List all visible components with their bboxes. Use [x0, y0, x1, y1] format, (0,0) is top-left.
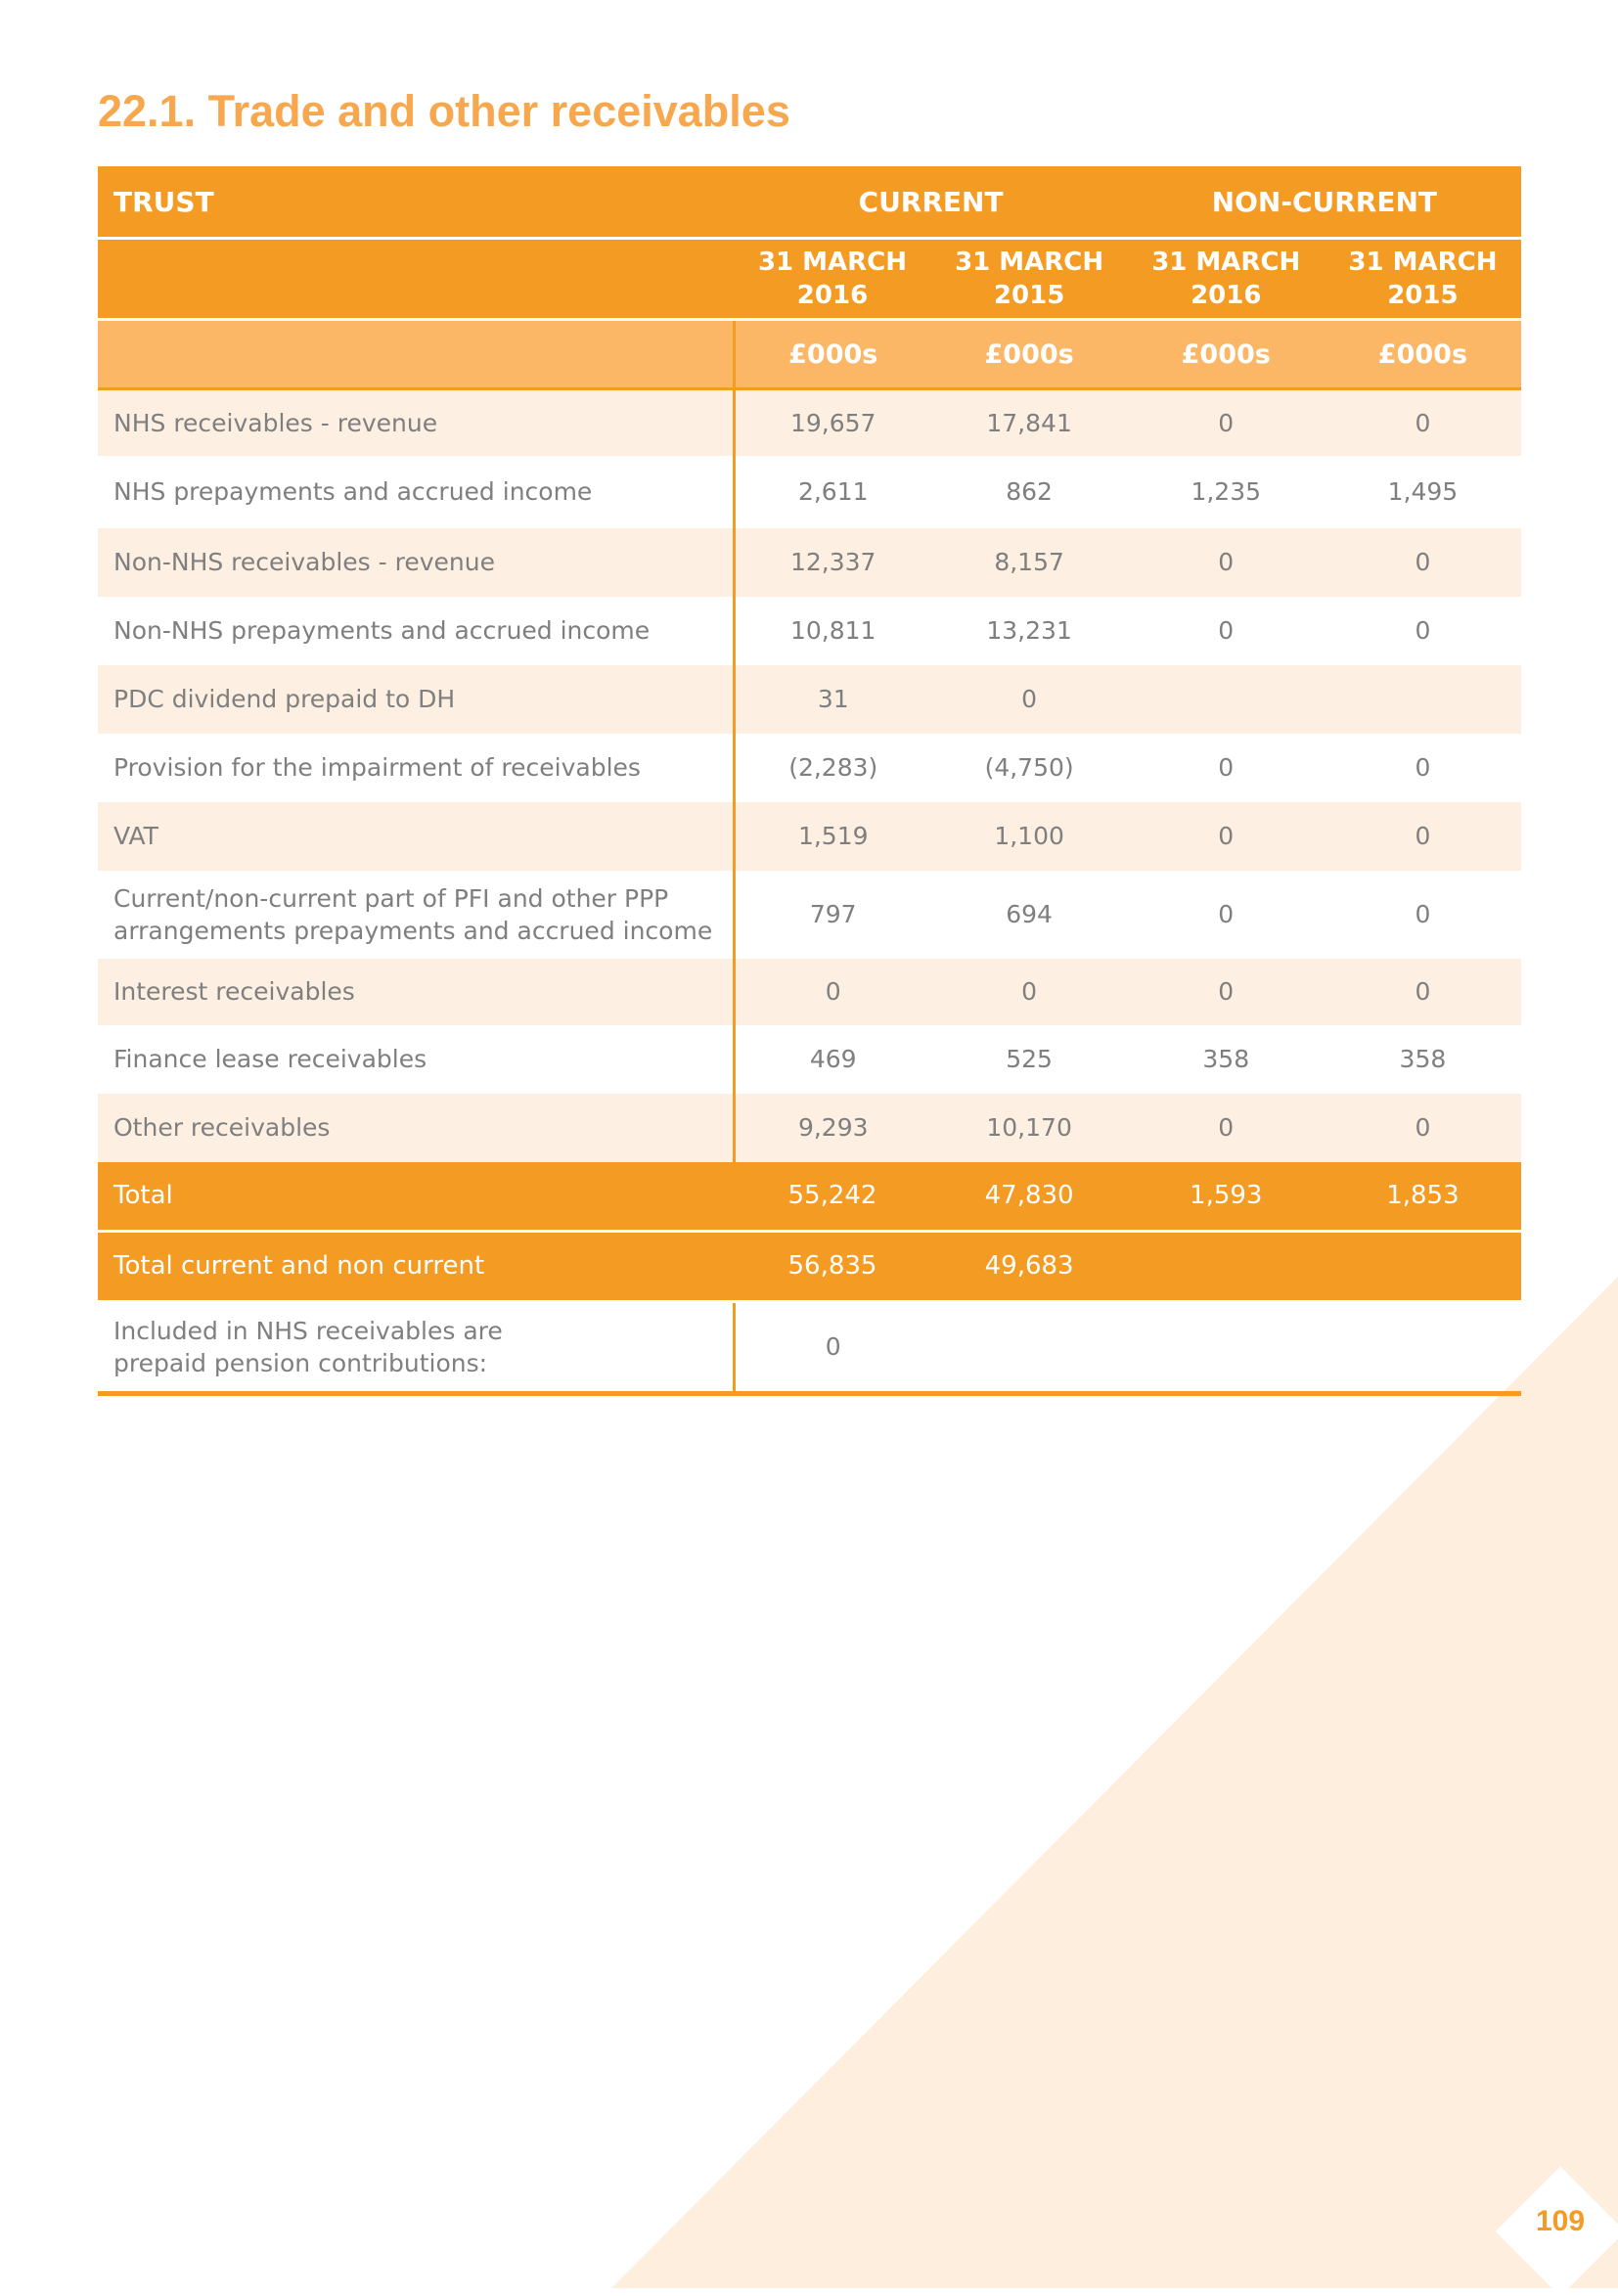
- row-value: 0: [1325, 802, 1521, 871]
- total-current-non-current-row: [98, 1231, 1521, 1301]
- row-value: (2,283): [788, 753, 878, 782]
- receivables-table-wrapper: [98, 166, 1521, 1396]
- total-value: 1,593: [1128, 1162, 1325, 1232]
- row-label: Other receivables: [98, 1094, 734, 1162]
- row-value: 2,611: [797, 477, 869, 506]
- row-value: 0: [1415, 616, 1431, 645]
- row-label: VAT: [98, 802, 734, 871]
- header-unit: £000s: [931, 320, 1128, 389]
- header-unit: £000s: [1325, 320, 1521, 389]
- row-value: 0: [734, 959, 930, 1025]
- row-value: 12,337: [734, 528, 930, 597]
- row-value: 0: [1325, 389, 1521, 456]
- header-trust: TRUST: [98, 166, 734, 239]
- header-dates-blank: [98, 239, 734, 320]
- note-empty: [1325, 1301, 1521, 1393]
- row-value: 0: [1128, 959, 1325, 1025]
- header-date-line2: 2016: [796, 281, 869, 310]
- total-current-non-current-value: 49,683: [931, 1231, 1128, 1301]
- header-date-line1: 31 MARCH: [1348, 248, 1498, 277]
- header-date-noncurrent-2015: [1325, 239, 1521, 320]
- table-row: [98, 871, 1521, 959]
- row-value: [1325, 665, 1521, 734]
- header-row-dates: [98, 239, 1521, 320]
- row-value: 0: [1325, 528, 1521, 597]
- row-value: 10,170: [931, 1094, 1128, 1162]
- header-date-line2: 2016: [1191, 281, 1262, 310]
- header-date-line1: 31 MARCH: [757, 248, 908, 277]
- background-triangle-shape: [611, 1277, 1618, 2288]
- table-row: [98, 1094, 1521, 1162]
- row-value: 797: [809, 900, 857, 928]
- row-label: [98, 871, 734, 959]
- header-date-noncurrent-2016: [1128, 239, 1325, 320]
- table-row: [98, 959, 1521, 1025]
- row-value: 0: [1218, 616, 1235, 645]
- row-label: NHS receivables - revenue: [98, 389, 734, 456]
- row-value: (4,750): [984, 753, 1074, 782]
- total-label: Total: [98, 1162, 734, 1232]
- row-value: 0: [1128, 1094, 1325, 1162]
- row-label-line1: Current/non-current part of PFI and other PPP: [113, 883, 669, 913]
- row-label: Non-NHS receivables - revenue: [98, 528, 734, 597]
- row-label: Non-NHS prepayments and accrued income: [98, 597, 734, 665]
- row-value: 358: [1399, 1045, 1447, 1073]
- row-value: 862: [1006, 477, 1053, 506]
- total-current-non-current-label: Total current and non current: [98, 1231, 734, 1301]
- row-value: 1,495: [1387, 477, 1459, 506]
- row-value: 0: [1128, 802, 1325, 871]
- row-label: Interest receivables: [98, 959, 734, 1025]
- total-value: 1,853: [1325, 1162, 1521, 1232]
- note-label-line1: Included in NHS receivables are: [113, 1316, 503, 1345]
- page-title: 22.1. Trade and other receivables: [98, 86, 790, 136]
- header-non-current: NON-CURRENT: [1128, 166, 1521, 239]
- table-row: [98, 665, 1521, 734]
- row-value: 0: [1325, 959, 1521, 1025]
- row-value: 19,657: [734, 389, 930, 456]
- total-row: [98, 1162, 1521, 1232]
- row-value: 1,235: [1191, 477, 1262, 506]
- row-value: 0: [931, 959, 1128, 1025]
- row-label-line2: arrangements prepayments and accrued income: [113, 916, 713, 945]
- table-row: [98, 456, 1521, 528]
- page-number-badge: [1497, 2168, 1618, 2295]
- table-row: [98, 1025, 1521, 1094]
- row-value: 469: [809, 1045, 857, 1073]
- row-value: 1,519: [734, 802, 930, 871]
- header-unit: £000s: [734, 320, 930, 389]
- total-value: 55,242: [734, 1162, 930, 1232]
- header-date-current-2016: [734, 239, 930, 320]
- table-row: [98, 389, 1521, 456]
- note-empty: [931, 1301, 1128, 1393]
- table-row: [98, 734, 1521, 802]
- table-row: [98, 802, 1521, 871]
- row-value: 17,841: [931, 389, 1128, 456]
- receivables-table: [98, 166, 1521, 1396]
- row-value: 0: [1128, 528, 1325, 597]
- row-value: 8,157: [931, 528, 1128, 597]
- row-value: [1128, 665, 1325, 734]
- row-value: 525: [1006, 1045, 1053, 1073]
- row-label: Provision for the impairment of receivables: [98, 734, 734, 802]
- total-current-non-current-value: [1325, 1231, 1521, 1301]
- header-date-current-2015: [931, 239, 1128, 320]
- table-row: [98, 528, 1521, 597]
- header-unit: £000s: [1128, 320, 1325, 389]
- row-value: 31: [734, 665, 930, 734]
- table-row: [98, 597, 1521, 665]
- note-label: [98, 1301, 734, 1393]
- row-value: 0: [931, 665, 1128, 734]
- row-value: 0: [1128, 389, 1325, 456]
- row-value: 13,231: [986, 616, 1072, 645]
- note-row: [98, 1301, 1521, 1393]
- total-current-non-current-value: 56,835: [734, 1231, 930, 1301]
- row-value: 0: [1218, 900, 1235, 928]
- header-current: CURRENT: [734, 166, 1127, 239]
- row-label: Finance lease receivables: [98, 1025, 734, 1094]
- total-value: 47,830: [931, 1162, 1128, 1232]
- row-value: 694: [1006, 900, 1053, 928]
- row-value: 1,100: [931, 802, 1128, 871]
- note-empty: [1128, 1301, 1325, 1393]
- row-value: 0: [1218, 753, 1235, 782]
- row-value: 10,811: [789, 616, 876, 645]
- header-row-units: [98, 320, 1521, 389]
- row-value: 0: [1415, 900, 1431, 928]
- row-value: 9,293: [734, 1094, 930, 1162]
- total-current-non-current-value: [1128, 1231, 1325, 1301]
- row-label: NHS prepayments and accrued income: [98, 456, 734, 528]
- header-date-line2: 2015: [1387, 281, 1459, 310]
- row-value: 358: [1202, 1045, 1250, 1073]
- header-date-line1: 31 MARCH: [955, 248, 1104, 277]
- page-number: 109: [1535, 2205, 1586, 2237]
- header-row-groups: [98, 166, 1521, 239]
- row-value: 0: [1325, 1094, 1521, 1162]
- row-value: 0: [1415, 753, 1431, 782]
- header-date-line1: 31 MARCH: [1151, 248, 1301, 277]
- header-date-line2: 2015: [993, 281, 1065, 310]
- header-units-blank: [98, 320, 734, 389]
- note-value: 0: [734, 1301, 930, 1393]
- row-label: PDC dividend prepaid to DH: [98, 665, 734, 734]
- note-label-line2: prepaid pension contributions:: [113, 1348, 488, 1377]
